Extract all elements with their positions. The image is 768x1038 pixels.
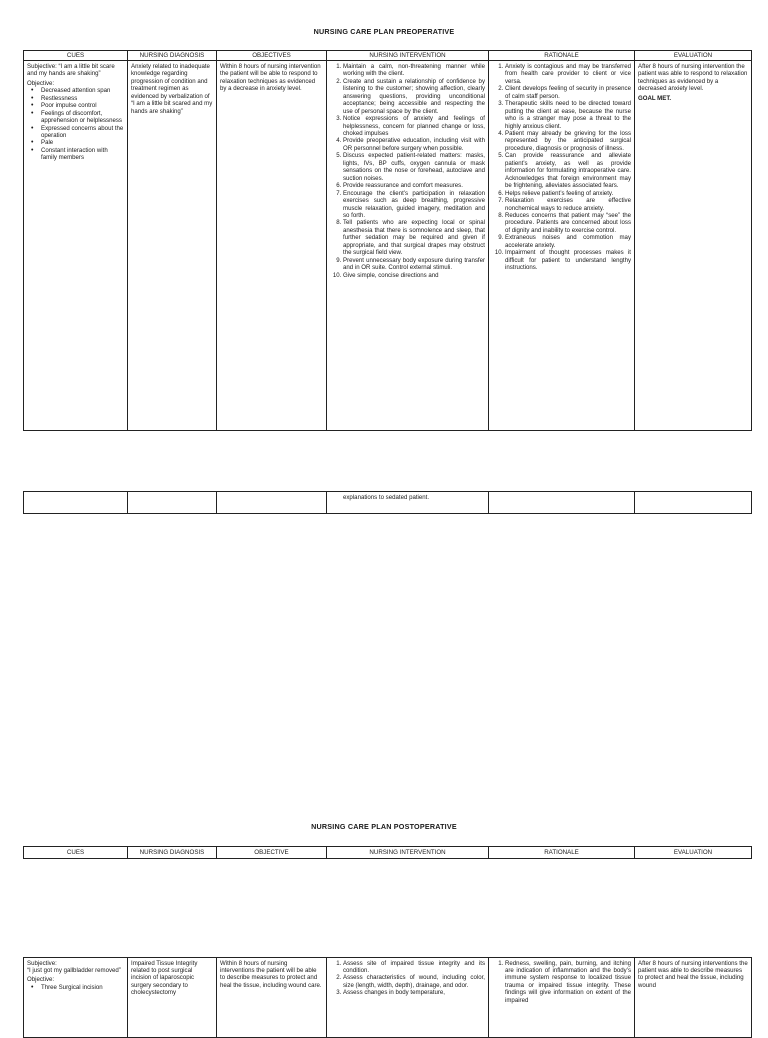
preoperative-continuation-table — [23, 491, 752, 514]
rationale-cell — [489, 61, 635, 431]
list-item: 9. Prevent unnecessary body exposure during transfer and in OR suite. Control external stimuli. — [343, 257, 485, 272]
table-header-row — [24, 847, 752, 859]
list-item: 4. Patient may already be grieving for the loss represented by the anticipated surgical procedure, diagnosis or prognosis of illness. — [505, 130, 631, 152]
objective-cue-list — [27, 984, 124, 991]
preoperative-care-plan-table — [23, 50, 752, 431]
header-rationale: RATIONALE — [489, 51, 635, 61]
list-item: 3. Notice expressions of anxiety and feelings of helplessness, concern for planned change or loss, choked impulses — [343, 115, 485, 137]
list-item: 3. Assess changes in body temperature, — [343, 989, 485, 996]
list-item: 1. Redness, swelling, pain, burning, and itching are indication of inflammation and the body’s immune system response to localized tissue trauma or impaired tissue integrity. These findings will give information on extent of the impaired — [505, 960, 631, 1005]
header-rationale: RATIONALE — [489, 847, 635, 859]
intervention-list — [330, 63, 485, 279]
list-item: 10. Impairment of thought processes makes it difficult for patient to understand lengthy instructions. — [505, 249, 631, 271]
postoperative-care-plan-table — [23, 957, 752, 1038]
header-evaluation: EVALUATION — [635, 51, 752, 61]
table-row — [24, 492, 752, 514]
header-nursing-diagnosis: NURSING DIAGNOSIS — [128, 847, 217, 859]
subjective-cue: Subjective: “I am a little bit scare and my hands are shaking” — [27, 62, 115, 78]
list-item: 3. Therapeutic skills need to be directed toward putting the client at ease, because the nurse who is a stranger may pose a threat to the highly anxious client. — [505, 100, 631, 130]
goal-status: GOAL MET. — [638, 94, 672, 102]
diagnosis-cell: Impaired Tissue Integrity related to post surgical incision of laparoscopic surgery secondary to cholecystectomy — [128, 958, 217, 1038]
diagnosis-cell: Anxiety related to inadequate knowledge regarding progression of condition and treatment regimen as evidenced by verbalization of “I am a little bit scared and my hands are shaking” — [128, 61, 217, 431]
header-nursing-intervention: NURSING INTERVENTION — [327, 847, 489, 859]
header-objective: OBJECTIVE — [217, 847, 327, 859]
list-item: • Restlessness — [41, 95, 124, 102]
rationale-list — [492, 960, 631, 1005]
list-item: 1. Anxiety is contagious and may be transferred from health care provider to client or vice versa. — [505, 63, 631, 85]
header-cues: CUES — [24, 847, 128, 859]
list-item: 2. Assess characteristics of wound, including color, size (length, width, depth), drainage, and odor. — [343, 974, 485, 989]
list-item: 1. Maintain a calm, non-threatening manner while working with the client. — [343, 63, 485, 78]
list-item: • Poor impulse control — [41, 102, 124, 109]
objective-label: Objective: — [27, 79, 55, 87]
table-row — [24, 61, 752, 431]
list-item: 4. Provide preoperative education, including visit with OR personnel before surgery when possible. — [343, 137, 485, 152]
list-item: 8. Tell patients who are expecting local or spinal anesthesia that there is somnolence and sleep, that further sedation may be required and given if appropriate, and that surgical drapes may obstruct the surgical field view. — [343, 219, 485, 256]
list-item: 8. Reduces concerns that patient may “see” the procedure. Patients are concerned about loss of dignity and inability to exercise control. — [505, 212, 631, 234]
list-item: • Expressed concerns about the operation — [41, 125, 124, 140]
subjective-label: Subjective: — [27, 959, 57, 967]
header-cues: CUES — [24, 51, 128, 61]
header-evaluation: EVALUATION — [635, 847, 752, 859]
list-item: 2. Client develops feeling of security in presence of calm staff person. — [505, 85, 631, 100]
objectives-cell: Within 8 hours of nursing intervention the patient will be able to respond to relaxation techniques as evidenced by a decrease in anxiety level. — [217, 61, 327, 431]
list-item: 1. Assess site of impaired tissue integrity and its condition. — [343, 960, 485, 975]
list-item: • Constant interaction with family members — [41, 147, 124, 162]
list-item: • Pale — [41, 139, 124, 146]
list-item: 5. Can provide reassurance and alleviate patient’s anxiety, as well as provide information for formulating intraoperative care. Acknowledges that foreign environment may be frightening, alleviates associated fears. — [505, 152, 631, 189]
preoperative-title: NURSING CARE PLAN PREOPERATIVE — [313, 27, 455, 36]
list-item: 7. Encourage the client’s participation in relaxation exercises such as deep breathing, progressive muscle relaxation, guided imagery, meditation and so forth. — [343, 190, 485, 220]
cues-cell — [24, 958, 128, 1038]
header-nursing-diagnosis: NURSING DIAGNOSIS — [128, 51, 217, 61]
table-row — [24, 958, 752, 1038]
list-item: 6. Helps relieve patient’s feeling of anxiety. — [505, 190, 631, 197]
header-nursing-intervention: NURSING INTERVENTION — [327, 51, 489, 61]
list-item: • Three Surgical incision — [41, 984, 124, 991]
list-item: 7. Relaxation exercises are effective nonchemical ways to reduce anxiety. — [505, 197, 631, 212]
rationale-cell — [489, 958, 635, 1038]
objective-cue-list — [27, 87, 124, 162]
header-objectives: OBJECTIVES — [217, 51, 327, 61]
intervention-cell — [327, 958, 489, 1038]
list-item: 5. Discuss expected patient-related matters: masks, lights, IVs, BP cuffs, oxygen cannula or mask sensations on the nose or forehead, autoclave and suction noises. — [343, 152, 485, 182]
objective-label: Objective: — [27, 976, 55, 984]
subjective-cue: “I just got my gallbladder removed” — [27, 966, 121, 974]
list-item: 6. Provide reassurance and comfort measures. — [343, 182, 485, 189]
list-item: • Decreased attention span — [41, 87, 124, 94]
intervention-cell — [327, 61, 489, 431]
list-item: 9. Extraneous noises and commotion may accelerate anxiety. — [505, 234, 631, 249]
list-item: • Feelings of discomfort, apprehension or helplessness — [41, 110, 124, 125]
postoperative-title: NURSING CARE PLAN POSTOPERATIVE — [311, 822, 457, 831]
evaluation-text: After 8 hours of nursing intervention the patient was able to respond to relaxation techniques as evidenced by a decreased anxiety level. — [638, 62, 748, 93]
evaluation-cell — [635, 61, 752, 431]
intervention-list — [330, 960, 485, 997]
rationale-list — [492, 63, 631, 272]
cues-cell — [24, 61, 128, 431]
table-header-row — [24, 51, 752, 61]
objective-cell: Within 8 hours of nursing interventions the patient will be able to describe measures to protect and heal the tissue, including wound care. — [217, 958, 327, 1038]
list-item: 2. Create and sustain a relationship of confidence by listening to the customer; showing affection, clearly answering questions, providing unconditional acceptance; being accessible and respecting the use of personal space by the client. — [343, 78, 485, 115]
postoperative-header-table — [23, 846, 752, 859]
intervention-continuation: explanations to sedated patient. — [327, 492, 489, 514]
evaluation-cell: After 8 hours of nursing interventions the patient was able to describe measures to protect and heal the tissue, including wound — [635, 958, 752, 1038]
list-item: 10. Give simple, concise directions and — [343, 272, 485, 279]
